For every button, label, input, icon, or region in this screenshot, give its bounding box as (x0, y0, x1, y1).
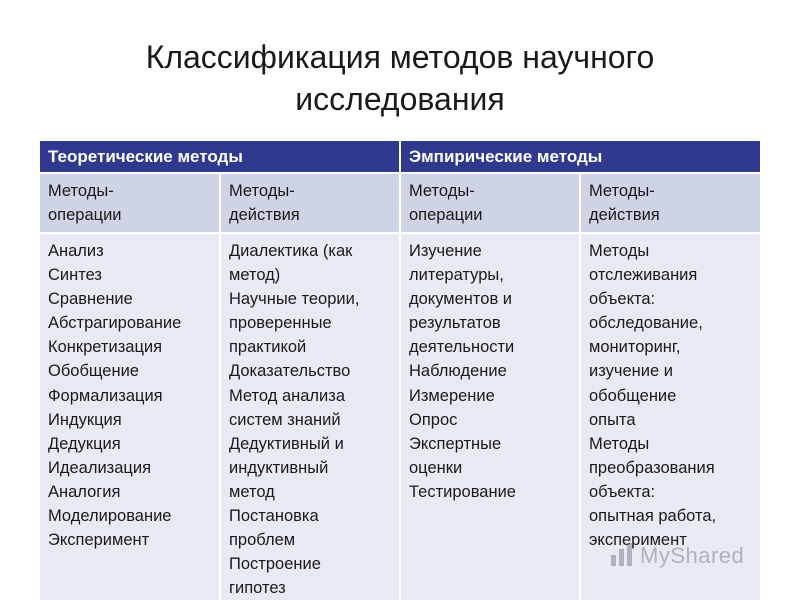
method-item: Экспертные (409, 434, 502, 453)
method-item: Синтез (48, 266, 102, 285)
method-item: Конкретизация (48, 338, 163, 357)
method-item: Постановка (229, 507, 319, 526)
method-item: гипотез (229, 579, 286, 598)
method-item: Дедуктивный и (229, 434, 344, 453)
method-item: Наблюдение (409, 362, 507, 381)
method-item: Идеализация (48, 458, 152, 477)
method-item: обобщение (589, 386, 677, 405)
subheader-line: операции (409, 206, 483, 224)
method-item: Абстрагирование (48, 314, 182, 333)
method-item: Методы (589, 242, 650, 260)
method-item: объекта: (589, 290, 656, 309)
method-item: опытная работа, (589, 507, 717, 526)
column-theoretical-actions (220, 233, 400, 600)
method-item: систем знаний (229, 410, 341, 429)
method-item: Изучение (409, 242, 482, 260)
subheader-line: действия (589, 206, 660, 224)
method-item: преобразования (589, 458, 715, 477)
method-item: деятельности (409, 338, 515, 357)
header-theoretical: Теоретические методы (40, 141, 400, 173)
method-item: изучение и (589, 362, 673, 381)
method-item: Дедукция (48, 434, 121, 453)
method-item: Обобщение (48, 362, 139, 381)
method-item: проблем (229, 531, 296, 550)
method-item: метод (229, 482, 275, 501)
method-item: отслеживания (589, 266, 698, 285)
method-item: объекта: (589, 482, 656, 501)
method-item: Опрос (409, 410, 458, 429)
method-item: Измерение (409, 386, 495, 405)
method-item: эксперимент (589, 531, 687, 550)
method-item: Научные теории, (229, 290, 360, 309)
subheader-cell (220, 173, 400, 233)
subheader-cell (40, 173, 220, 233)
header-row (40, 141, 760, 173)
subheader-line: Методы- (48, 182, 114, 200)
method-item: Индукция (48, 410, 122, 429)
method-item: мониторинг, (589, 338, 681, 357)
subheader-line: действия (229, 206, 300, 224)
method-item: документов и (409, 290, 513, 309)
method-item: Анализ (48, 242, 104, 260)
subheader-line: Методы- (589, 182, 655, 200)
title-line-2: исследования (295, 81, 505, 117)
method-item: Моделирование (48, 507, 172, 526)
method-item: Построение (229, 555, 321, 574)
method-item: литературы, (409, 266, 504, 285)
subheader-line: операции (48, 206, 122, 224)
watermark-text: MyShared (640, 543, 745, 568)
method-item: Аналогия (48, 482, 121, 501)
method-item: Метод анализа (229, 386, 346, 405)
slide-title (0, 36, 800, 120)
method-item: обследование, (589, 314, 703, 333)
subheader-cell (400, 173, 580, 233)
method-item: индуктивный (229, 458, 329, 477)
method-item: оценки (409, 458, 463, 477)
bar-chart-icon (610, 541, 636, 572)
methods-table (40, 141, 760, 600)
watermark (610, 541, 744, 571)
subheader-row (40, 173, 760, 233)
method-item: Сравнение (48, 290, 133, 309)
column-theoretical-operations (40, 233, 220, 600)
method-item: результатов (409, 314, 501, 333)
header-empirical: Эмпирические методы (400, 141, 760, 173)
subheader-line: Методы- (409, 182, 475, 200)
method-item: практикой (229, 338, 307, 357)
method-item: Методы (589, 434, 650, 453)
method-item: Доказательство (229, 362, 351, 381)
method-item: Формализация (48, 386, 163, 405)
method-item: метод) (229, 266, 281, 285)
subheader-line: Методы- (229, 182, 295, 200)
method-item: проверенные (229, 314, 332, 333)
method-item: Тестирование (409, 482, 516, 501)
subheader-cell (580, 173, 760, 233)
title-line-1: Классификация методов научного (145, 39, 655, 75)
method-item: Диалектика (как (229, 242, 353, 260)
column-empirical-operations (400, 233, 580, 600)
method-item: опыта (589, 410, 636, 429)
method-item: Эксперимент (48, 531, 150, 550)
